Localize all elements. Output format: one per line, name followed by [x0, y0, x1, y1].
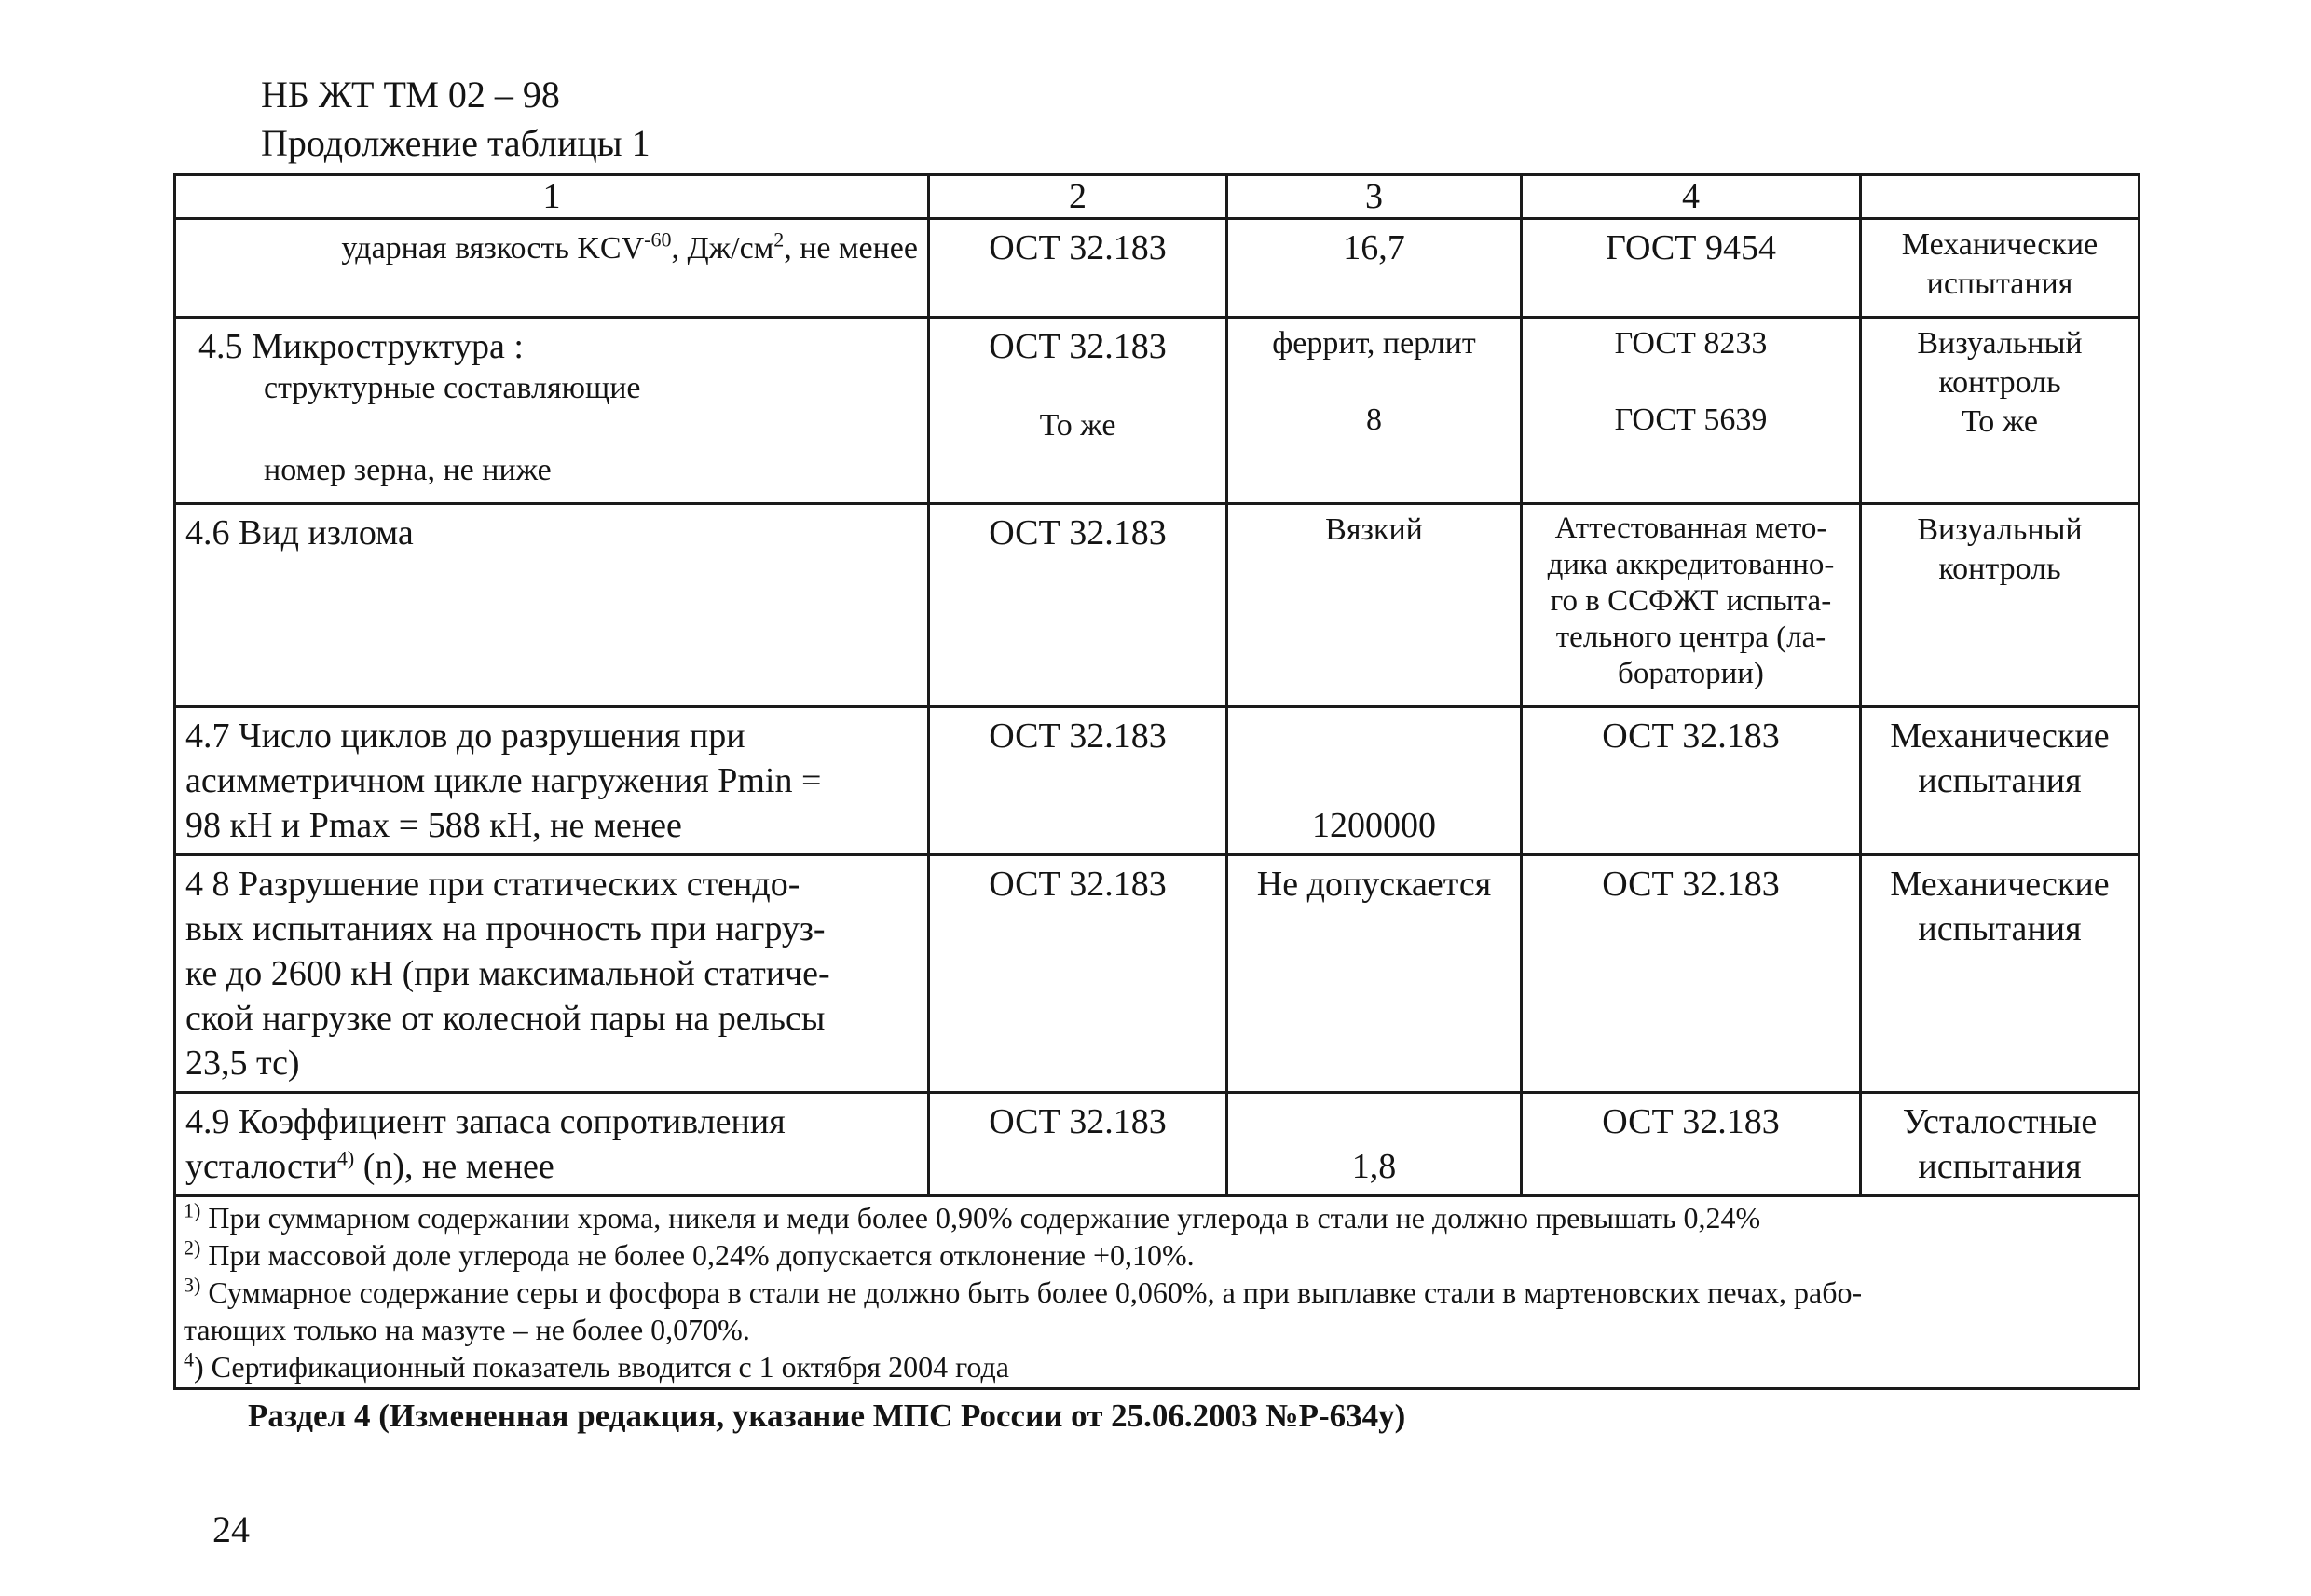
method-text: Аттестованная мето- — [1554, 512, 1827, 545]
standard-cell: ОСТ 32.183 — [929, 219, 1227, 318]
method-cell: ОСТ 32.183 — [1522, 707, 1861, 855]
footnotes-row — [175, 1196, 2140, 1389]
table-row — [175, 504, 2140, 707]
parameter-text: (n), не менее — [354, 1147, 554, 1186]
control-text: Визуальный — [1917, 512, 2083, 547]
parameter-cell — [175, 855, 929, 1093]
parameter-text: , не менее — [784, 231, 918, 266]
control-cell — [1861, 855, 2140, 1093]
value-cell: 16,7 — [1227, 219, 1522, 318]
control-text: контроль — [1938, 552, 2061, 586]
parameter-text: 4.7 Число циклов до разрушения при — [185, 716, 745, 756]
standard-cell — [929, 318, 1227, 504]
parameter-text: ской нагрузке от колесной пары на рельсы — [185, 999, 826, 1038]
standard-cell: ОСТ 32.183 — [929, 504, 1227, 707]
column-header: 2 — [929, 175, 1227, 219]
parameter-text: вых испытаниях на прочность при нагруз- — [185, 909, 826, 948]
method-cell: ГОСТ 9454 — [1522, 219, 1861, 318]
value-cell: 1200000 — [1227, 707, 1522, 855]
table-row — [175, 1093, 2140, 1196]
parameter-text: , Дж/см — [671, 231, 774, 266]
method-cell — [1522, 504, 1861, 707]
footnote: $^{2)}$ При массовой доле углерода не более 0,24% допускается отклонение +0,10%. — [184, 1235, 1195, 1272]
footnote: $^{1)}$ При суммарном содержании хрома, никеля и меди более 0,90% содержание углерода в стали не должно превышать 0,24% — [184, 1198, 1761, 1235]
value-text: феррит, перлит — [1272, 326, 1476, 361]
value-cell — [1227, 318, 1522, 504]
footnote: $^{3)}$ Суммарное содержание серы и фосфора в стали не должно быть более 0,060%, а при выплавке стали в мартеновских печах, рабо- — [184, 1273, 1863, 1309]
parameter-title: 4.5 Микроструктура : — [198, 327, 524, 366]
table-continuation-caption: Продолжение таблицы 1 — [261, 122, 650, 164]
superscript: -60 — [644, 227, 672, 252]
method-text: тельного центра (ла- — [1555, 621, 1826, 654]
parameter-text: 98 кН и Pmax = 588 кН, не менее — [185, 806, 682, 845]
footnote: тающих только на мазуте – не более 0,070%. — [184, 1313, 750, 1346]
column-header: 1 — [175, 175, 929, 219]
footnote: $^4$) Сертификационный показатель вводится с 1 октября 2004 года — [184, 1347, 1009, 1384]
column-header — [1861, 175, 2140, 219]
method-text: дика аккредитованно- — [1547, 548, 1835, 581]
parameter-text: 4 8 Разрушение при статических стендо- — [185, 865, 800, 904]
standard-text: ОСТ 32.183 — [989, 327, 1167, 366]
method-cell — [1522, 318, 1861, 504]
method-text: ГОСТ 5639 — [1614, 402, 1768, 437]
parameter-cell — [175, 219, 929, 318]
superscript: 2 — [773, 227, 785, 252]
control-text: То же — [1962, 404, 2038, 439]
page-number: 24 — [212, 1508, 250, 1550]
column-header: 3 — [1227, 175, 1522, 219]
table-row — [175, 219, 2140, 318]
standard-cell: ОСТ 32.183 — [929, 855, 1227, 1093]
control-text: испытания — [1918, 909, 2082, 948]
control-cell — [1861, 219, 2140, 318]
document-code: НБ ЖТ ТМ 02 – 98 — [261, 74, 560, 116]
parameter-subitem: структурные составляющие — [264, 371, 641, 405]
control-text: контроль — [1938, 365, 2061, 400]
column-header: 4 — [1522, 175, 1861, 219]
parameter-cell — [175, 707, 929, 855]
control-cell — [1861, 318, 2140, 504]
control-text: испытания — [1926, 266, 2073, 301]
control-cell — [1861, 1093, 2140, 1196]
parameter-text: 23,5 тс) — [185, 1044, 300, 1083]
method-text: боратории) — [1618, 657, 1764, 690]
standard-cell: ОСТ 32.183 — [929, 707, 1227, 855]
value-text: 8 — [1366, 402, 1382, 437]
control-text: Механические — [1890, 865, 2110, 904]
parameter-text: ударная вязкость KCV — [341, 231, 645, 266]
value-cell: Не допускается — [1227, 855, 1522, 1093]
specification-table — [173, 173, 2140, 1390]
parameter-cell: 4.6 Вид излома — [175, 504, 929, 707]
standard-text: То же — [1039, 408, 1116, 443]
parameter-text: усталости — [185, 1147, 337, 1186]
method-text: го в ССФЖТ испыта- — [1550, 584, 1832, 618]
table-row — [175, 855, 2140, 1093]
value-cell: 1,8 — [1227, 1093, 1522, 1196]
control-text: Визуальный — [1917, 326, 2083, 361]
control-text: Механические — [1901, 227, 2099, 262]
parameter-cell — [175, 318, 929, 504]
parameter-text: асимметричном цикле нагружения Pmin = — [185, 761, 822, 800]
superscript: 4) — [336, 1146, 355, 1170]
standard-cell: ОСТ 32.183 — [929, 1093, 1227, 1196]
method-text: ГОСТ 8233 — [1614, 326, 1768, 361]
control-text: Механические — [1890, 716, 2110, 756]
section-revision-note: Раздел 4 (Измененная редакция, указание МПС России от 25.06.2003 №Р-634у) — [248, 1398, 1406, 1434]
parameter-text: ке до 2600 кН (при максимальной статиче- — [185, 954, 830, 993]
control-cell — [1861, 504, 2140, 707]
method-cell: ОСТ 32.183 — [1522, 855, 1861, 1093]
control-cell — [1861, 707, 2140, 855]
parameter-subitem: номер зерна, не ниже — [264, 453, 552, 487]
table-row — [175, 318, 2140, 504]
method-cell: ОСТ 32.183 — [1522, 1093, 1861, 1196]
control-text: испытания — [1918, 761, 2082, 800]
value-cell: Вязкий — [1227, 504, 1522, 707]
control-text: Усталостные — [1902, 1102, 2098, 1141]
table-row — [175, 707, 2140, 855]
footnotes-cell — [175, 1196, 2140, 1389]
parameter-text: 4.9 Коэффициент запаса сопротивления — [185, 1102, 786, 1141]
parameter-cell — [175, 1093, 929, 1196]
table-header-row — [175, 175, 2140, 219]
control-text: испытания — [1918, 1147, 2082, 1186]
